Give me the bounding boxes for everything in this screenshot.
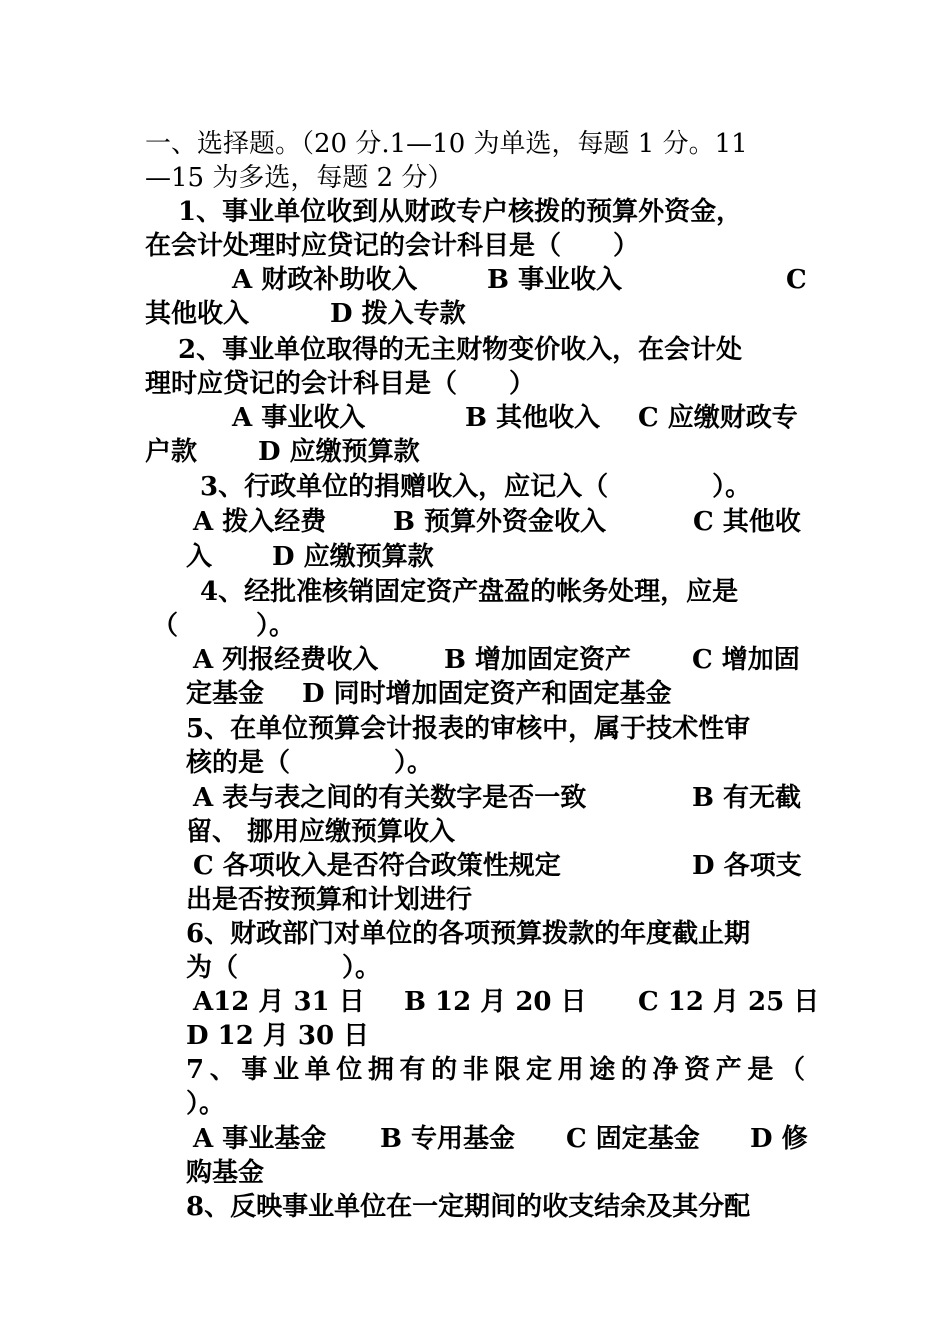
question-6-option-b: B 12 月 20 日 [404,987,587,1017]
question-3-option-c-cont: 入 [186,542,213,572]
question-7-stem-line-1: 7、事业单位拥有的非限定用途的净资产是（ [186,1055,805,1085]
question-2-option-a: A 事业收入 [232,403,366,433]
question-3-option-a: A 拨入经费 [193,507,327,537]
question-4-option-c: C 增加固 [692,645,800,675]
question-6-option-a: A12 月 31 日 [193,987,365,1017]
section-title-line-1: 一、选择题。（20 分.1—10 为单选，每题 1 分。11 [145,129,748,159]
question-3-option-c: C 其他收 [693,507,801,537]
question-2-stem-line-2: 理时应贷记的会计科目是（ ） [145,369,536,399]
question-4-stem-line-2: （ ）。 [152,611,296,641]
question-3-option-d: D 应缴预算款 [272,542,434,572]
question-2-option-c: C 应缴财政专 [638,403,798,433]
question-5-option-b-cont: 留、 挪用应缴预算收入 [186,817,456,847]
question-1-option-b: B 事业收入 [487,265,623,295]
question-7-stem-line-2: ）。 [186,1089,226,1119]
question-5-stem-line-2: 核的是（ ）。 [186,748,434,778]
question-4-option-d: D 同时增加固定资产和固定基金 [302,679,672,709]
question-6-stem-line-1: 6、财政部门对单位的各项预算拨款的年度截止期 [186,919,751,949]
question-4-option-a: A 列报经费收入 [193,645,379,675]
section-title-line-2: —15 为多选，每题 2 分） [145,163,454,193]
question-4-option-c-cont: 定基金 [186,679,265,709]
question-1-option-c-text: 其他收入 [145,299,250,329]
question-7-option-d: D 修 [750,1124,808,1154]
question-2-stem-line-1: 2、事业单位取得的无主财物变价收入，在会计处 [178,335,743,365]
question-6-option-d: D 12 月 30 日 [186,1021,370,1051]
question-1-option-c-letter: C [786,265,807,295]
question-5-option-a: A 表与表之间的有关数字是否一致 [193,783,587,813]
question-2-option-c-cont: 户款 [145,437,198,467]
question-1-option-d: D 拨入专款 [330,299,466,329]
question-8-stem-line-1: 8、反映事业单位在一定期间的收支结余及其分配 [186,1192,751,1222]
question-5-option-d: D 各项支 [692,851,802,881]
question-5-stem-line-1: 5、在单位预算会计报表的审核中，属于技术性审 [186,714,751,744]
question-1-stem-line-2: 在会计处理时应贷记的会计科目是（ ） [145,231,640,261]
question-1-option-a: A 财政补助收入 [232,265,418,295]
question-7-option-a: A 事业基金 [193,1124,327,1154]
question-5-option-b: B 有无截 [692,783,802,813]
question-7-option-d-cont: 购基金 [186,1158,265,1188]
question-7-option-b: B 专用基金 [380,1124,516,1154]
question-6-stem-line-2: 为（ ）。 [186,953,382,983]
question-4-stem-line-1: 4、经批准核销固定资产盘盈的帐务处理，应是 [200,577,739,607]
question-6-option-c: C 12 月 25 日 [638,987,820,1017]
question-3-stem-line-1: 3、行政单位的捐赠收入，应记入（ ）。 [200,472,752,502]
question-2-option-b: B 其他收入 [465,403,601,433]
question-5-option-d-cont: 出是否按预算和计划进行 [186,885,473,915]
question-2-option-d: D 应缴预算款 [258,437,420,467]
question-7-option-c: C 固定基金 [566,1124,700,1154]
question-1-stem-line-1: 1、事业单位收到从财政专户核拨的预算外资金， [178,197,743,227]
question-5-option-c: C 各项收入是否符合政策性规定 [193,851,561,881]
question-4-option-b: B 增加固定资产 [444,645,632,675]
question-3-option-b: B 预算外资金收入 [393,507,607,537]
